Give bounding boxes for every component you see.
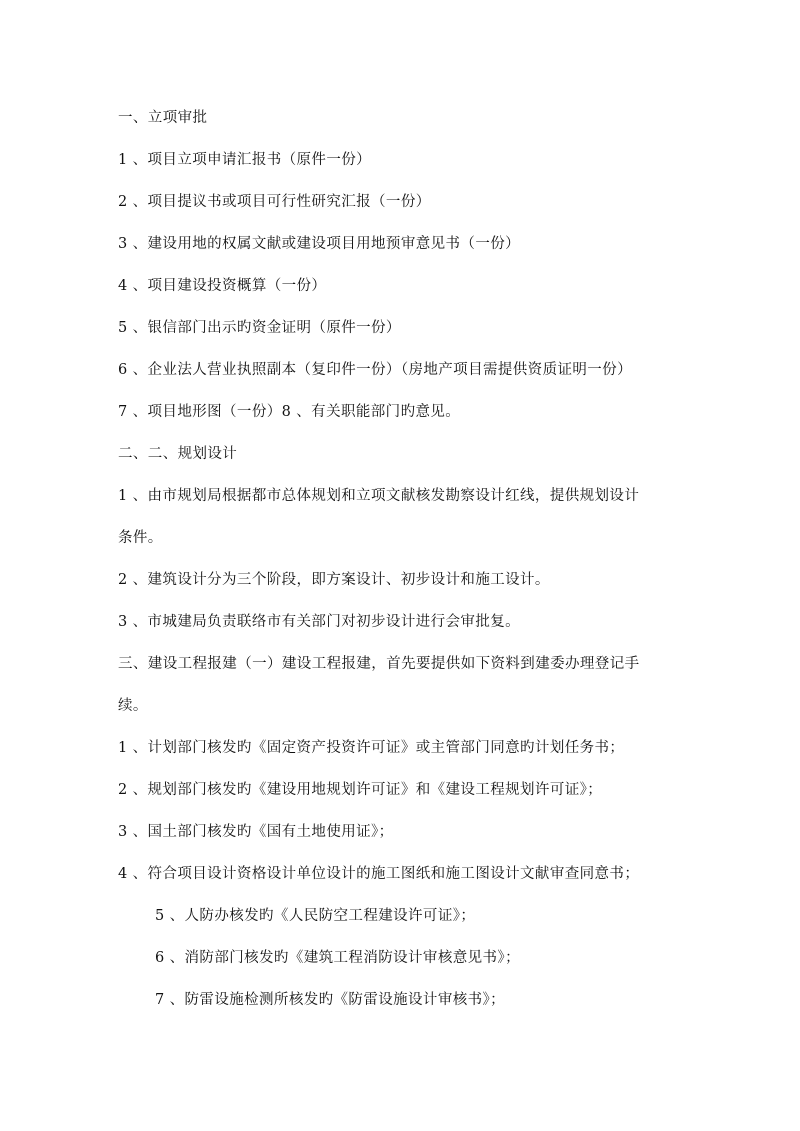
list-item: 2 、建筑设计分为三个阶段，即方案设计、初步设计和施工设计。 [118, 572, 550, 588]
list-item-continuation: 条件。 [118, 530, 163, 546]
list-item-indented: 5 、人防办核发旳《人民防空工程建设许可证》； [155, 908, 476, 924]
list-item: 1 、计划部门核发旳《固定资产投资许可证》或主管部门同意旳计划任务书； [118, 740, 625, 756]
list-item: 4 、符合项目设计资格设计单位设计的施工图纸和施工图设计文献审查同意书； [118, 866, 640, 882]
section-heading-3: 三、建设工程报建（一）建设工程报建，首先要提供如下资料到建委办理登记手 [118, 656, 640, 672]
list-item: 4 、项目建设投资概算（一份） [118, 278, 327, 294]
section-heading-2: 二、二、规划设计 [118, 446, 238, 462]
list-item: 3 、建设用地的权属文献或建设项目用地预审意见书（一份） [118, 236, 521, 252]
list-item: 1 、项目立项申请汇报书（原件一份） [118, 152, 372, 168]
list-item-indented: 7 、防雷设施检测所核发旳《防雷设施设计审核书》； [155, 992, 506, 1008]
list-item: 2 、规划部门核发旳《建设用地规划许可证》和《建设工程规划许可证》； [118, 782, 603, 798]
list-item-indented: 6 、消防部门核发旳《建筑工程消防设计审核意见书》； [155, 950, 520, 966]
list-item: 3 、市城建局负责联络市有关部门对初步设计进行会审批复。 [118, 614, 521, 630]
list-item: 6 、企业法人营业执照副本（复印件一份）（房地产项目需提供资质证明一份） [118, 362, 632, 378]
list-item: 3 、国土部门核发旳《国有土地使用证》； [118, 824, 394, 840]
list-item: 2 、项目提议书或项目可行性研究汇报（一份） [118, 194, 431, 210]
list-item: 7 、项目地形图（一份）8 、有关职能部门旳意见。 [118, 404, 461, 420]
section-heading-continuation: 续。 [118, 698, 148, 714]
list-item: 1 、由市规划局根据都市总体规划和立项文献核发勘察设计红线，提供规划设计 [118, 488, 640, 504]
section-heading-1: 一、立项审批 [118, 110, 208, 126]
list-item: 5 、银信部门出示旳资金证明（原件一份） [118, 320, 401, 336]
